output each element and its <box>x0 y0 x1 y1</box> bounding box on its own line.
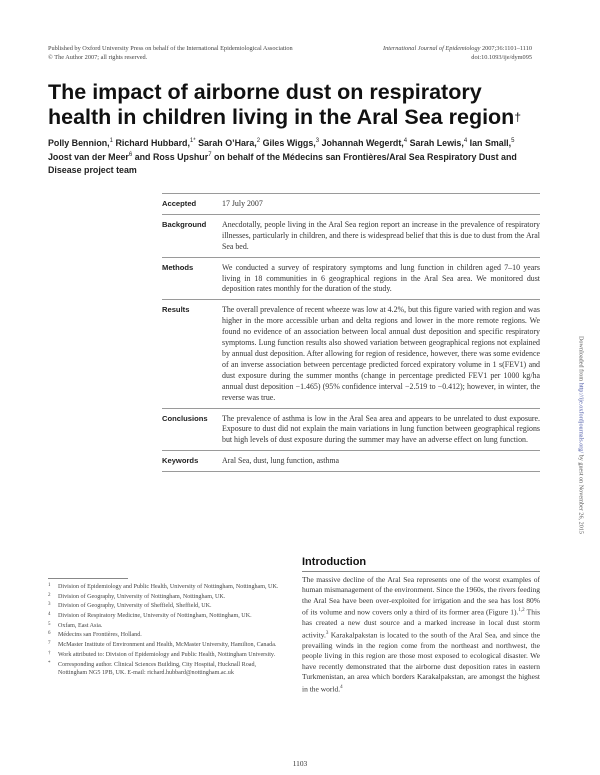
intro-paragraph <box>302 575 540 694</box>
footnote-text: Work attributed to: Division of Epidemiology and Public Health, Nottingham University. <box>58 651 276 658</box>
abstract-keywords <box>162 451 540 472</box>
keywords-text: Aral Sea, dust, lung function, asthma <box>222 456 340 466</box>
accepted-date: 17 July 2007 <box>222 199 263 208</box>
footnote <box>48 641 284 649</box>
affiliation-mark: 5 <box>511 138 515 144</box>
journal-citation <box>292 44 532 53</box>
affiliation-mark: 4 <box>463 138 468 144</box>
footnote-number: * <box>48 660 51 666</box>
footnote-text: Corresponding author. Clinical Sciences Building, City Hospital, Hucknall Road, Nottingham NG5 1PB, UK. E-mail: richard.hubbard@nottingham.ac.uk <box>58 661 257 676</box>
author-name: on behalf of the Médecins san Frontières/Aral Sea Respiratory Dust and Disease project team <box>48 152 517 175</box>
affiliation-mark: 6 <box>128 152 133 159</box>
footnote <box>48 593 284 601</box>
download-suffix: by guest on November 26, 2015 <box>577 453 585 535</box>
download-note <box>578 336 585 534</box>
footnote-text: McMaster Institute of Environment and Health, McMaster University, Hamilton, Canada. <box>58 642 277 649</box>
abstract-conclusions <box>162 409 540 452</box>
footnote-text: Division of Epidemiology and Public Health, University of Nottingham, Nottingham, UK. <box>58 584 279 590</box>
background-text: Anecdotally, people living in the Aral Sea region report an increase in the prevalence of respiratory illnesses, particularly in children, and there is widespread belief that this is due to dust from the Aral Sea bed. <box>222 219 540 251</box>
accepted-label: Accepted <box>162 199 197 208</box>
footnote-number: 2 <box>48 592 51 598</box>
citation-mark: 3 <box>325 630 329 636</box>
doi: doi:10.1093/ije/dym095 <box>471 54 532 61</box>
footnote-number: 4 <box>48 612 51 618</box>
methods-text: We conducted a survey of respiratory symptoms and lung function in children aged 7–10 years living in 18 communities in 6 geographical regions in the Aral Sea area. We monitored dust deposition rates monthly for the duration of the study. <box>222 262 540 294</box>
footnote-text: Division of Geography, University of Sheffield, Sheffield, UK. <box>58 603 212 610</box>
footnote-number: 3 <box>48 602 51 608</box>
author-name: Sarah Lewis, <box>409 137 464 148</box>
author-name: Ian Small, <box>469 137 512 148</box>
footnote-number: 6 <box>48 631 51 637</box>
methods-label: Methods <box>162 262 194 272</box>
intro-text-1: The massive decline of the Aral Sea represents one of the worst examples of human mismanagement of the environment. Since the 1960s, the rivers feeding the Aral Sea have been over-exploited for irrigation and the sea has lost 80% of its volume and now covers only a third of its former area (Figure 1). <box>302 575 540 617</box>
journal-link[interactable]: http://ije.oxfordjournals.org/ <box>577 382 585 454</box>
title-footnote-mark: † <box>514 110 522 124</box>
abstract-results <box>162 300 540 408</box>
author-name: and Ross Upshur <box>134 152 209 163</box>
footnote-number: † <box>48 650 51 656</box>
intro-text-2: This has created a new dust source and a marked increase in local dust storm activity. <box>302 607 540 640</box>
footnote-text: Médecins san Frontières, Holland. <box>58 632 142 639</box>
footnote <box>48 651 284 659</box>
copyright-line: © The Author 2007; all rights reserved. <box>48 54 148 61</box>
footnote <box>48 661 284 677</box>
footnote-text: Division of Respiratory Medicine, University of Nottingham, Nottingham, UK. <box>58 613 252 620</box>
affiliation-mark: 2 <box>256 138 261 144</box>
abstract-background <box>162 215 540 258</box>
intro-heading: Introduction <box>302 556 367 568</box>
author-name: Polly Bennion, <box>48 137 110 148</box>
footnote <box>48 612 284 620</box>
author-name: Johannah Wegerdt, <box>321 137 404 148</box>
results-label: Results <box>162 305 190 315</box>
background-label: Background <box>162 219 207 229</box>
publisher-line: Published by Oxford University Press on behalf of the International Epidemiological Association <box>48 45 293 52</box>
footnote-text: Oxfam, East Asia. <box>58 622 103 629</box>
intro-divider <box>302 571 540 572</box>
download-prefix: Downloaded from <box>577 335 585 383</box>
author-name: Richard Hubbard, <box>115 137 190 148</box>
journal-name: International Journal of Epidemiology <box>382 45 481 52</box>
footnote-divider <box>48 578 128 579</box>
article-title <box>48 80 548 133</box>
affiliation-mark: 7 <box>208 152 212 159</box>
citation-mark: 4 <box>340 684 343 690</box>
author-name: Giles Wiggs, <box>262 137 316 148</box>
download-sidebar <box>574 245 588 625</box>
abstract <box>162 193 540 472</box>
footnote-text: Division of Geography, University of Nottingham, Nottingham, UK. <box>58 593 226 600</box>
results-text: The overall prevalence of recent wheeze was low at 4.2%, but this figure varied with region and was higher in the more accessible urban and delta regions and lower in the more remote regions. We found no evidence of an association between local annual dust deposition and specific respiratory symptoms. Lung function results also showed variation between geographical regions not explained by annual dust deposition. After allowing for region of residence, however, there was some evidence of an inverse association between percentage predicted forced expiratory volume in 1 s(FEV1) and dust exposure during the summer months (change in percentage predicted FEV1 per 1000 kg/ha annual dust deposition −1.465) (95% confidence interval −2.519 to −0.412); however, in winter, the reverse was true. <box>222 305 540 402</box>
footnote-number: 7 <box>48 641 51 647</box>
title-text: The impact of airborne dust on respiratory health in children living in the Aral Sea region <box>48 80 515 129</box>
affiliation-mark: 3 <box>315 138 320 144</box>
author-name: Joost van der Meer <box>48 152 129 163</box>
affiliation-mark: 4 <box>403 138 408 144</box>
affiliation-footnotes <box>48 583 284 678</box>
affiliation-mark: 1 <box>109 138 113 144</box>
footnote-number: 5 <box>48 621 51 627</box>
keywords-label: Keywords <box>162 456 199 466</box>
conclusions-label: Conclusions <box>162 413 208 423</box>
author-list <box>48 135 538 176</box>
affiliation-mark: 1* <box>189 138 196 144</box>
page-number: 1103 <box>292 759 308 768</box>
conclusions-text: The prevalence of asthma is low in the Aral Sea area and appears to be unrelated to dust exposure. Exposure to dust did not explain the main variations in lung function between geographical regions but high levels of dust exposure during the summer may have an adverse effect on lung function. <box>222 413 540 445</box>
footnote <box>48 583 284 591</box>
author-name: Sarah O’Hara, <box>198 137 257 148</box>
abstract-methods <box>162 258 540 301</box>
footnote <box>48 602 284 610</box>
running-header-right <box>292 44 532 62</box>
citation-mark: 1,2 <box>518 608 525 614</box>
abstract-accepted <box>162 193 540 215</box>
footnote-number: 1 <box>48 583 51 588</box>
citation: 2007;36:1101–1110 <box>480 45 532 52</box>
footnote <box>48 631 284 639</box>
footnote <box>48 622 284 630</box>
intro-text-3: Karakalpakstan is located to the south of the Aral Sea, and since the prevailing winds in the region come from the northeast and northwest, the people living in this region are those most exposed to ecological disaster. We have recently demonstrated that the airborne dust deposition rates in eastern Turkmenistan, an area which borders Karakalpakstan, are amongst the highest in the world. <box>302 630 540 694</box>
